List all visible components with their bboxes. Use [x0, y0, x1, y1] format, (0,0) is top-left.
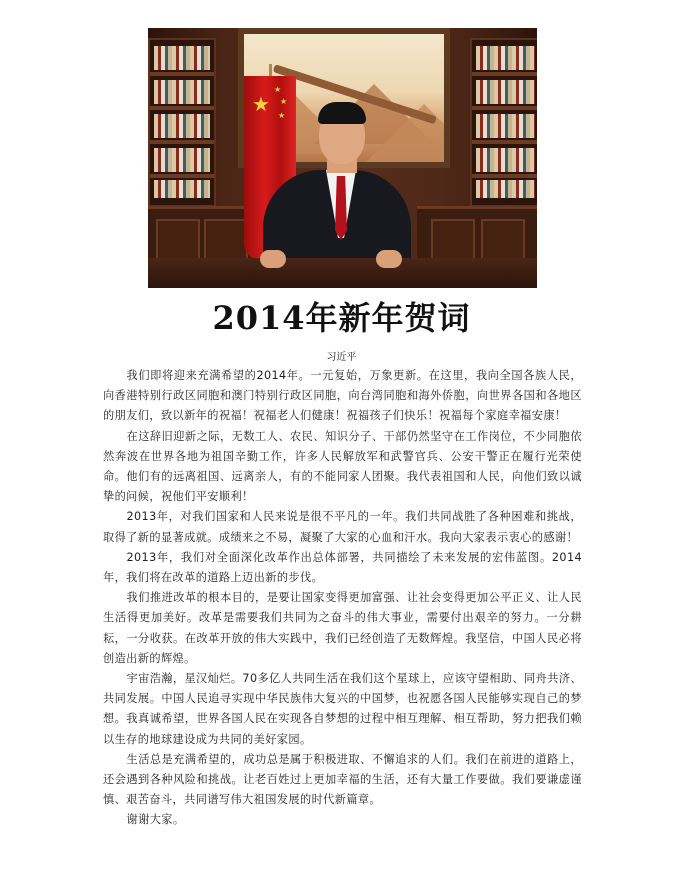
flag-star-icon: ★ — [252, 92, 270, 116]
speaker-hand-left — [260, 250, 286, 268]
flag-star-icon: ★ — [280, 97, 288, 106]
paragraph: 生活总是充满希望的，成功总是属于积极进取、不懈追求的人们。我们在前进的道路上，还会遇到各种风险和挑战。让老百姓过上更加幸福的生活，还有大量工作要做。我们要谦虚谨慎、艰苦奋斗，共同谱写伟大祖国发展的时代新篇章。 — [103, 752, 582, 807]
document-title: 2014年新年贺词 — [212, 299, 471, 337]
paragraph: 在这辞旧迎新之际，无数工人、农民、知识分子、干部仍然坚守在工作岗位，不少同胞依然奔波在世界各地为祖国辛勤工作，许多人民解放军和武警官兵、公安干警正在履行光荣使命。他们有的远离祖国、远离亲人，有的不能同家人团聚。我代表祖国和人民，向他们致以诚挚的问候，祝他们平安顺利！ — [103, 429, 582, 504]
right-bookshelf — [470, 38, 537, 207]
speech-body — [103, 366, 582, 831]
paragraph: 我们即将迎来充满希望的2014年。一元复始，万象更新。在这里，我向全国各族人民，向香港特别行政区同胞和澳门特别行政区同胞，向台湾同胞和海外侨胞，向世界各国和各地区的朋友们，致以新年的祝福！祝福老人们健康！祝福孩子们快乐！祝福每个家庭幸福安康！ — [103, 369, 582, 423]
speaker-tie — [335, 176, 347, 240]
flag-star-icon: ★ — [274, 85, 282, 94]
paragraph: 宇宙浩瀚，星汉灿烂。70多亿人共同生活在我们这个星球上，应该守望相助、同舟共济、共同发展。中国人民追寻实现中华民族伟大复兴的中国梦，也祝愿各国人民能够实现自己的梦想。我真诚希望，世界各国人民在实现各自梦想的过程中相互理解、相互帮助，努力把我们赖以生存的地球建设成为共同的美好家园。 — [103, 672, 582, 746]
paragraph: 我们推进改革的根本目的，是要让国家变得更加富强、让社会变得更加公平正义、让人民生活得更加美好。改革是需要我们共同为之奋斗的伟大事业，需要付出艰辛的努力。一分耕耘，一分收获。在改革开放的伟大实践中，我们已经创造了无数辉煌。我坚信，中国人民必将创造出新的辉煌。 — [103, 591, 582, 665]
paragraph: 谢谢大家。 — [126, 813, 185, 827]
paragraph: 2013年，我们对全面深化改革作出总体部署，共同描绘了未来发展的宏伟蓝图。2014年，我们将在改革的道路上迈出新的步伐。 — [103, 550, 582, 585]
desk — [148, 258, 537, 288]
speaker-hand-right — [376, 250, 402, 268]
flag-star-icon: ★ — [278, 111, 286, 120]
left-bookshelf — [148, 38, 216, 207]
author-name: 习近平 — [326, 352, 357, 363]
header-photo — [148, 28, 537, 288]
paragraph: 2013年，对我们国家和人民来说是很不平凡的一年。我们共同战胜了各种困难和挑战，取得了新的显著成就。成绩来之不易，凝聚了大家的心血和汗水。我向大家表示衷心的感谢！ — [103, 510, 582, 544]
